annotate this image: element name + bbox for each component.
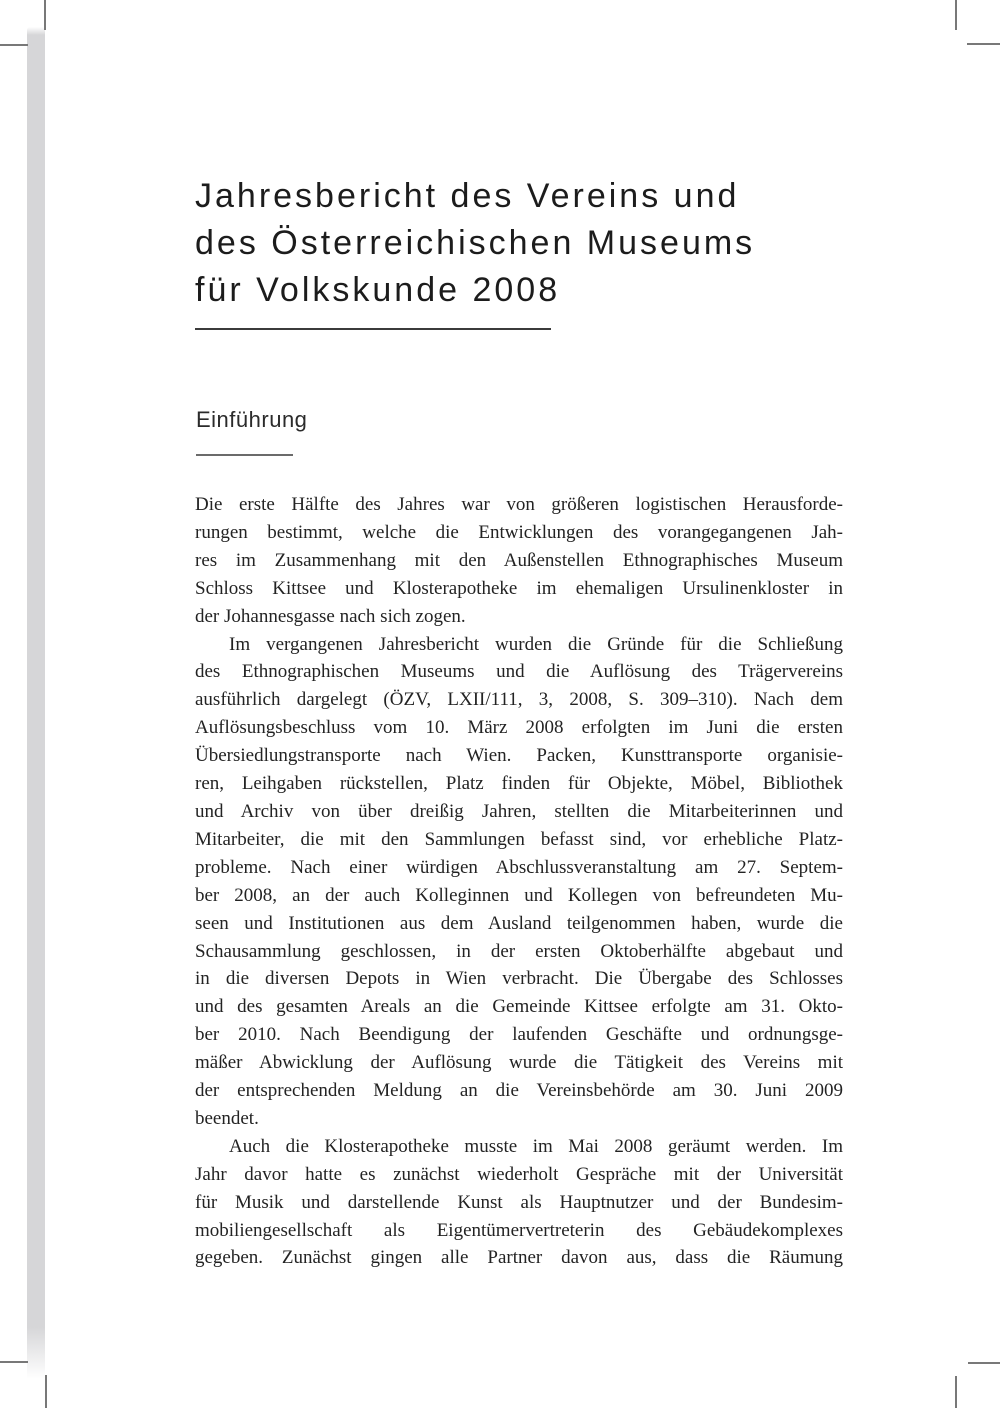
text-line: in die diversen Depots in Wien verbracht. Die Übergabe des Schlosses (195, 968, 843, 990)
body-text (195, 491, 843, 1272)
crop-mark (44, 0, 46, 30)
text-line: und des gesamten Areals an die Gemeinde Kittsee erfolgte am 31. Okto- (195, 996, 843, 1018)
text-line: seen und Institutionen aus dem Ausland teilgenommen haben, wurde die (195, 912, 843, 934)
text-line: ren, Leihgaben rückstellen, Platz finden für Objekte, Möbel, Bibliothek (195, 773, 843, 795)
heading-rule (196, 454, 293, 456)
text-line: beendet. (195, 1107, 259, 1129)
section-heading: Einführung (196, 407, 308, 432)
text-line: Auch die Klosterapotheke musste im Mai 2008 geräumt werden. Im (229, 1135, 843, 1157)
crop-mark (955, 1376, 957, 1408)
crop-mark (967, 43, 1000, 45)
text-line: Die erste Hälfte des Jahres war von größeren logistischen Herausforde- (195, 494, 843, 515)
text-line: Auflösungsbeschluss vom 10. März 2008 erfolgten im Juni die ersten (195, 717, 843, 739)
text-line: mobiliengesellschaft als Eigentümervertreterin des Gebäudekomplexes (195, 1219, 843, 1241)
text-line: Mitarbeiter, die mit den Sammlungen befasst sind, vor erhebliche Platz- (195, 828, 843, 850)
title-rule (195, 328, 551, 330)
page-title-line: Jahresbericht des Vereins und (195, 177, 740, 215)
text-line: mäßer Abwicklung der Auflösung wurde die Tätigkeit des Vereins mit (195, 1052, 843, 1074)
text-line: Jahr davor hatte es zunächst wiederholt Gespräche mit der Universität (195, 1163, 843, 1185)
page-edge-shadow (27, 27, 45, 1379)
page-title-line: des Österreichischen Museums (195, 224, 756, 262)
crop-mark (0, 44, 28, 46)
page-title (195, 173, 755, 314)
page-title-line: für Volkskunde 2008 (195, 271, 561, 309)
crop-mark (0, 1361, 28, 1363)
text-line: ausführlich dargelegt (ÖZV, LXII/111, 3, 2008, S. 309–310). Nach dem (195, 689, 843, 711)
text-line: gegeben. Zunächst gingen alle Partner davon aus, dass die Räumung (195, 1247, 843, 1269)
crop-mark (955, 0, 957, 30)
text-line: probleme. Nach einer würdigen Abschlussveranstaltung am 27. Septem- (195, 856, 843, 878)
text-line: Übersiedlungstransporte nach Wien. Packen, Kunsttransporte organisie- (195, 745, 843, 767)
text-line: Schausammlung geschlossen, in der ersten Oktoberhälfte abgebaut und (195, 940, 843, 962)
text-line: Schloss Kittsee und Klosterapotheke im ehemaligen Ursulinenkloster in (195, 577, 843, 599)
text-line: für Musik und darstellende Kunst als Hauptnutzer und der Bundesim- (195, 1191, 843, 1213)
text-line: res im Zusammenhang mit den Außenstellen Ethnographisches Museum (195, 549, 843, 571)
text-line: der Johannesgasse nach sich zogen. (195, 605, 466, 627)
text-line: der entsprechenden Meldung an die Vereinsbehörde am 30. Juni 2009 (195, 1080, 843, 1102)
text-line: Im vergangenen Jahresbericht wurden die Gründe für die Schließung (229, 633, 843, 655)
text-line: ber 2008, an der auch Kolleginnen und Kollegen von befreundeten Mu- (195, 884, 843, 906)
crop-mark (45, 1375, 47, 1408)
text-line: ber 2010. Nach Beendigung der laufenden Geschäfte und ordnungsge- (195, 1024, 843, 1046)
text-line: rungen bestimmt, welche die Entwicklungen des vorangegangenen Jah- (195, 521, 843, 543)
text-line: und Archiv von über dreißig Jahren, stellten die Mitarbeiterinnen und (195, 800, 843, 822)
crop-mark (968, 1362, 1000, 1364)
text-line: des Ethnographischen Museums und die Auflösung des Trägervereins (195, 661, 843, 683)
